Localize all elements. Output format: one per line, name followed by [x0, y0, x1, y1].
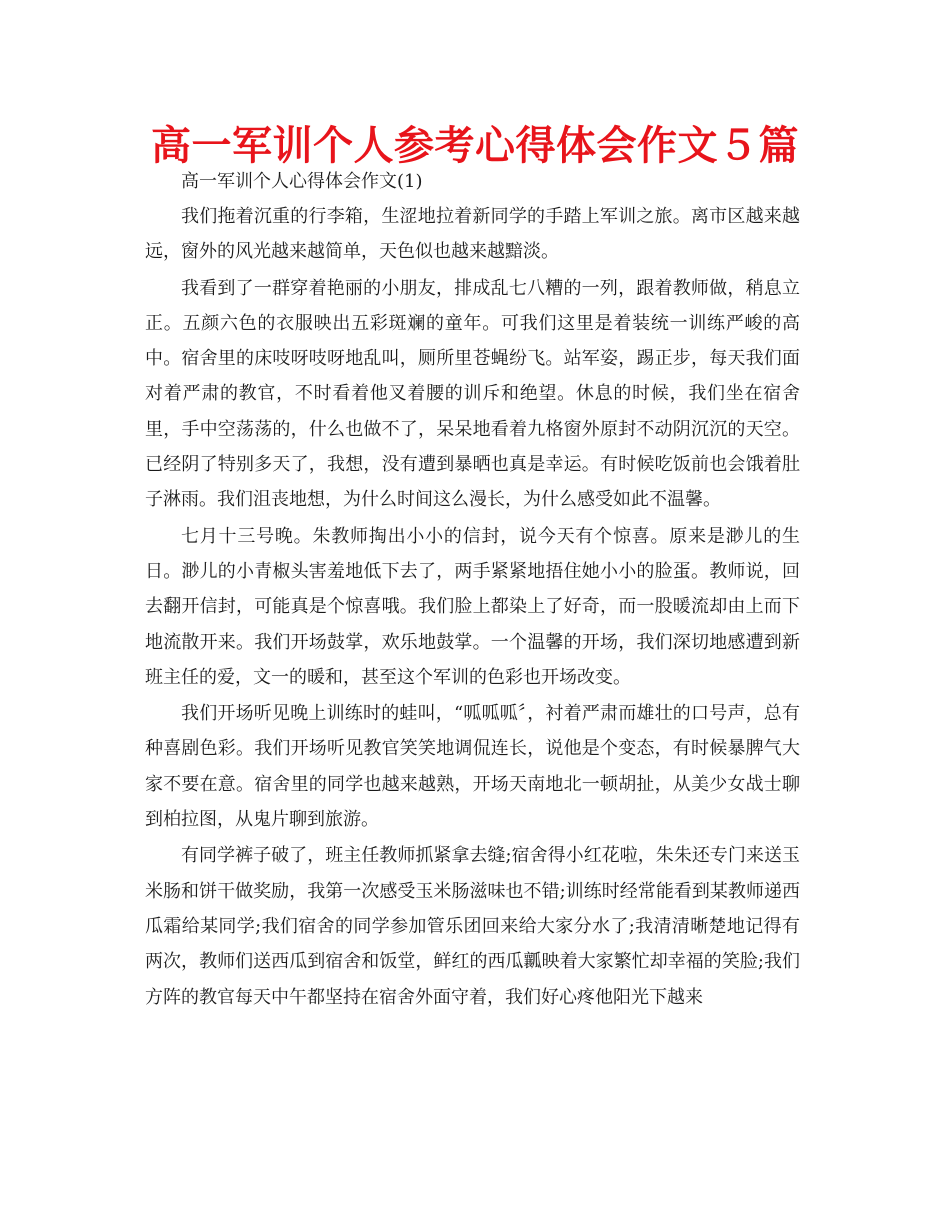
- paragraph-2: 我看到了一群穿着艳丽的小朋友，排成乱七八糟的一列，跟着教师做，稍息立正。五颜六色的衣服映出五彩斑斓的童年。可我们这里是着装统一训练严峻的高中。宿舍里的床吱呀吱呀地乱叫，厕所里苍蝇纷飞。站军姿，踢正步，每天我们面对着严肃的教官，不时看着他叉着腰的训斥和绝望。休息的时候，我们坐在宿舍里，手中空荡荡的，什么也做不了，呆呆地看着九格窗外原封不动阴沉沉的天空。已经阴了特别多天了，我想，没有遭到暴晒也真是幸运。有时候吃饭前也会饿着肚子淋雨。我们沮丧地想，为什么时间这么漫长，为什么感受如此不温馨。: [145, 277, 800, 511]
- section-heading: 高一军训个人心得体会作文(1): [181, 171, 423, 192]
- paragraph-5: 有同学裤子破了，班主任教师抓紧拿去缝;宿舍得小红花啦，朱朱还专门来送玉米肠和饼干做奖励，我第一次感受玉米肠滋味也不错;训练时经常能看到某教师递西瓜霜给某同学;我们宿舍的同学参加管乐团回来给大家分水了;我清清晰楚地记得有两次，教师们送西瓜到宿舍和饭堂，鲜红的西瓜瓤映着大家繁忙却幸福的笑脸;我们方阵的教官每天中午都坚持在宿舍外面守着，我们好心疼他阳光下越来: [145, 845, 800, 1008]
- document-title: 高一军训个人参考心得体会作文５篇: [151, 123, 799, 169]
- article-body: [145, 199, 800, 1016]
- paragraph-1: 我们拖着沉重的行李箱，生涩地拉着新同学的手踏上军训之旅。离市区越来越远，窗外的风光越来越简单，天色似也越来越黯淡。: [145, 206, 800, 263]
- paragraph-3: 七月十三号晚。朱教师掏出小小的信封，说今天有个惊喜。原来是渺儿的生日。渺儿的小青椒头害羞地低下去了，两手紧紧地捂住她小小的脸蛋。教师说，回去翻开信封，可能真是个惊喜哦。我们脸上都染上了好奇，而一股暖流却由上而下地流散开来。我们开场鼓掌，欢乐地鼓掌。一个温馨的开场，我们深切地感遭到新班主任的爱，文一的暖和，甚至这个军训的色彩也开场改变。: [145, 525, 800, 688]
- paragraph-4: 我们开场听见晚上训练时的蛙叫，“呱呱呱〞，衬着严肃而雄壮的口号声，总有种喜剧色彩。我们开场听见教官笑笑地调侃连长，说他是个变态，有时候暴脾气大家不要在意。宿舍里的同学也越来越熟，开场天南地北一顿胡扯，从美少女战士聊到柏拉图，从鬼片聊到旅游。: [145, 703, 800, 831]
